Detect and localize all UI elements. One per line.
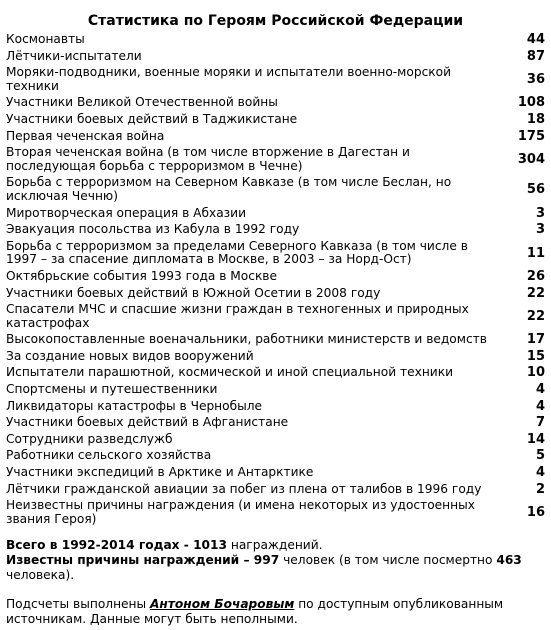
row-label: Ликвидаторы катастрофы в Чернобыле — [6, 398, 263, 413]
statistics-table-body — [6, 32, 545, 528]
row-label: Работники сельского хозяйства — [6, 448, 212, 463]
table-row — [6, 269, 545, 286]
row-count: 14 — [526, 431, 545, 447]
credit-prefix: Подсчеты выполнены — [6, 597, 150, 612]
summary-known-posthumous: 463 — [496, 553, 522, 568]
row-label: Моряки-подводники, военные моряки и испытатели военно-морской техники — [6, 65, 452, 93]
row-count: 87 — [526, 48, 545, 64]
table-row — [6, 332, 545, 349]
row-label: Испытатели парашютной, космической и иной специальной техники — [6, 365, 454, 380]
summary-known-end: человека). — [6, 568, 75, 583]
row-count: 36 — [526, 71, 545, 87]
table-row — [6, 49, 545, 66]
table-row — [6, 482, 545, 499]
row-label: Октябрьские события 1993 года в Москве — [6, 268, 277, 283]
row-count: 4 — [535, 382, 545, 398]
summary-known-mid: человек (в том числе посмертно — [279, 553, 497, 568]
table-row — [6, 432, 545, 449]
table-row — [6, 95, 545, 112]
row-count: 18 — [526, 111, 545, 127]
row-count: 3 — [535, 222, 545, 238]
table-row — [6, 175, 545, 205]
row-label: Участники Великой Отечественной войны — [6, 95, 278, 110]
table-row — [6, 382, 545, 399]
row-label: Участники боевых действий в Южной Осетии в 2008 году — [6, 285, 381, 300]
table-row — [6, 415, 545, 432]
row-count: 44 — [526, 32, 545, 47]
row-label: Высокопоставленные военачальники, работники министерств и ведомств — [6, 332, 487, 347]
table-row — [6, 286, 545, 303]
table-row — [6, 498, 545, 528]
table-row — [6, 206, 545, 223]
table-row — [6, 129, 545, 146]
row-count: 16 — [526, 505, 545, 521]
table-row — [6, 399, 545, 416]
summary — [6, 538, 526, 583]
row-label: Лётчики гражданской авиации за побег из плена от талибов в 1996 году — [6, 481, 482, 496]
row-count: 15 — [526, 348, 545, 364]
row-label: Участники боевых действий в Афганистане — [6, 415, 289, 430]
row-count: 22 — [526, 285, 545, 301]
author-link[interactable]: Антоном Бочаровым — [150, 597, 295, 612]
row-label: Миротворческая операция в Абхазии — [6, 205, 247, 220]
table-row — [6, 65, 545, 95]
summary-total-bold: Всего в 1992-2014 годах - 1013 — [6, 538, 227, 553]
page-title: Статистика по Героям Российской Федерации — [87, 13, 464, 29]
table-row — [6, 365, 545, 382]
summary-known — [6, 553, 526, 583]
table-row — [6, 145, 545, 175]
table-row — [6, 302, 545, 332]
row-count: 2 — [535, 481, 545, 497]
row-count: 108 — [517, 95, 545, 111]
table-row — [6, 32, 545, 49]
credit-note — [6, 597, 526, 627]
table-row — [6, 239, 545, 269]
row-count: 17 — [526, 332, 545, 348]
table-row — [6, 222, 545, 239]
row-label: Борьба с терроризмом за пределами Северного Кавказа (в том числе в 1997 – за спасение дипломата в Москве, в 2003 – за Норд-Ост) — [6, 238, 468, 267]
summary-known-bold: Известны причины награждений – 997 — [6, 553, 280, 568]
row-label: Спасатели МЧС и спасшие жизни граждан в техногенных и природных катастрофах — [6, 302, 469, 330]
row-label: Борьба с терроризмом на Северном Кавказе (в том числе Беслан, но исключая Чечню) — [6, 175, 452, 203]
row-label: Неизвестны причины награждения (и имена некоторых из удостоенных звания Героя) — [6, 498, 475, 526]
row-label: Вторая чеченская война (в том числе вторжение в Дагестан и последующая борьба с терроризмом в Чечне) — [6, 145, 410, 173]
summary-total-rest: награждений. — [227, 538, 323, 553]
table-row — [6, 465, 545, 482]
row-label: Первая чеченская война — [6, 128, 165, 143]
row-label: За создание новых видов вооружений — [6, 348, 254, 363]
row-count: 10 — [526, 365, 545, 381]
row-count: 5 — [535, 448, 545, 464]
row-count: 56 — [526, 182, 545, 198]
row-count: 7 — [535, 415, 545, 431]
row-label: Космонавты — [6, 32, 85, 46]
table-row — [6, 112, 545, 129]
row-count: 11 — [526, 245, 545, 261]
row-count: 26 — [526, 268, 545, 284]
row-count: 3 — [535, 205, 545, 221]
row-label: Участники экспедиций в Арктике и Антарктике — [6, 465, 314, 480]
row-label: Лётчики-испытатели — [6, 48, 142, 63]
row-label: Сотрудники разведслужб — [6, 431, 173, 446]
row-label: Эвакуация посольства из Кабула в 1992 году — [6, 222, 300, 237]
row-label: Участники боевых действий в Таджикистане — [6, 111, 298, 126]
row-label: Спортсмены и путешественники — [6, 382, 218, 397]
row-count: 22 — [526, 308, 545, 324]
credit-suffix: по доступным опубликованным источникам. Данные могут быть неполными. — [6, 597, 504, 627]
summary-total — [6, 538, 526, 553]
row-count: 4 — [535, 465, 545, 481]
statistics-table — [6, 32, 545, 528]
row-count: 175 — [517, 128, 545, 144]
row-count: 4 — [535, 398, 545, 414]
table-row — [6, 349, 545, 366]
table-row — [6, 448, 545, 465]
row-count: 304 — [517, 151, 545, 167]
